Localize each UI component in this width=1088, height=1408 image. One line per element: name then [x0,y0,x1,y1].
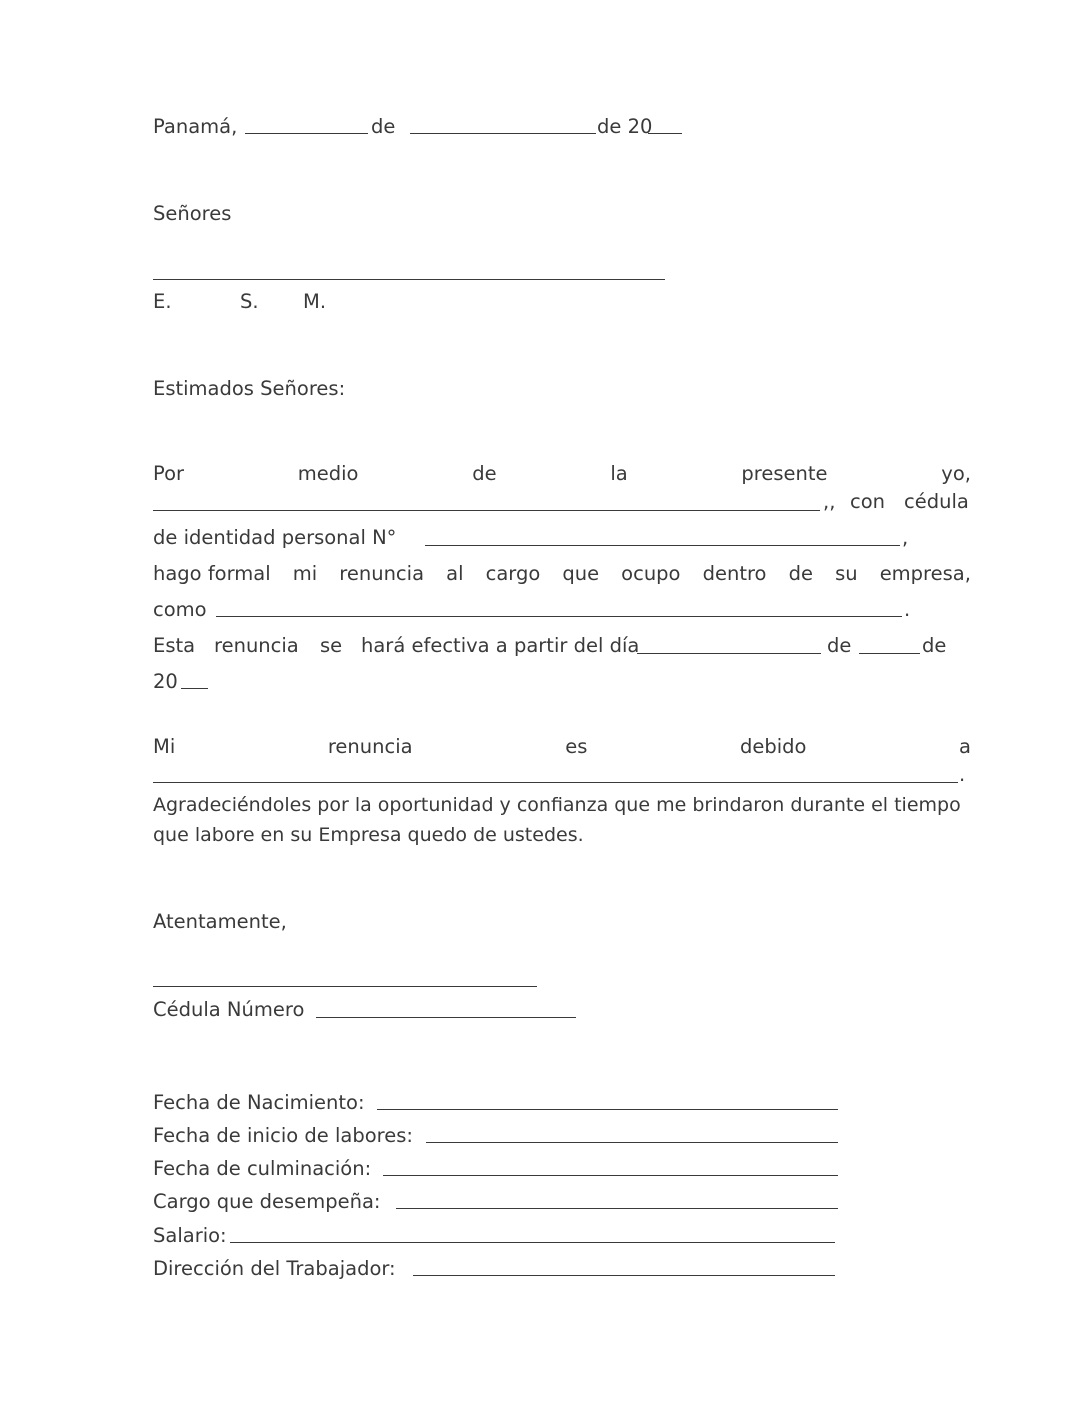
word: empresa, [879,562,971,585]
field-start-blank [426,1142,838,1143]
word: la [610,462,628,485]
word: hago formal [153,562,271,585]
field-end-label: Fecha de culminación: [153,1157,372,1180]
thanks-line-1: Agradeciéndoles por la oportunidad y confianza que me brindaron durante el tiempo [153,794,961,816]
salutation: Estimados Señores: [153,377,346,400]
word: de [472,462,497,485]
word: al [446,562,464,585]
word: Mi [153,735,176,758]
de-year-label: de 20 [597,115,653,138]
id-label: de identidad personal N° [153,526,397,549]
field-end-blank [383,1175,838,1176]
month-blank [410,133,596,134]
id-blank [425,545,900,546]
word: ocupo [621,562,681,585]
word: a [959,735,971,758]
reason-period: . [959,763,966,786]
word: renuncia [339,562,425,585]
word: presente [741,462,828,485]
thanks-line-2: que labore en su Empresa quedo de ustedes. [153,824,584,846]
word: dentro [702,562,767,585]
word: que [562,562,600,585]
cedula-numero-blank [316,1017,576,1018]
senores-label: Señores [153,202,232,225]
field-birthdate-blank [377,1109,838,1110]
effective-month-blank [859,653,920,654]
effective-year-blank [181,688,208,689]
field-start-label: Fecha de inicio de labores: [153,1124,413,1147]
efectiva-label: hará efectiva a partir del día [361,634,640,657]
id-comma: , [902,526,909,549]
field-address-blank [413,1275,835,1276]
field-position-label: Cargo que desempeña: [153,1190,381,1213]
se-label: se [320,634,343,657]
word: yo, [941,462,971,485]
word: renuncia [327,735,413,758]
esta-label: Esta [153,634,196,657]
body-line-1 [153,464,971,484]
atentamente-label: Atentamente, [153,910,287,933]
effective-year-prefix: 20 [153,670,178,693]
field-position-blank [396,1208,838,1209]
effective-day-blank [637,653,821,654]
renuncia-label: renuncia [214,634,299,657]
position-blank [216,616,902,617]
con-label: con [850,490,886,513]
word: es [565,735,588,758]
word: cargo [485,562,541,585]
company-blank [153,279,665,280]
body-line-4 [153,564,971,584]
field-salary-label: Salario: [153,1224,227,1247]
name-blank [153,510,820,511]
como-label: como [153,598,207,621]
signature-line [153,986,537,987]
cedula-numero-label: Cédula Número [153,998,305,1021]
reason-blank [153,782,958,783]
name-sep: ,, [823,490,836,513]
field-address-label: Dirección del Trabajador: [153,1257,396,1280]
field-salary-blank [230,1242,835,1243]
word: medio [297,462,359,485]
effective-de-1: de [827,634,852,657]
esm-e: E. [153,290,172,313]
cedula-label: cédula [904,490,969,513]
de-label-1: de [371,115,396,138]
position-period: . [904,598,911,621]
day-blank [245,133,368,134]
esm-m: M. [303,290,327,313]
effective-de-2: de [922,634,947,657]
reason-line [153,737,971,757]
word: debido [739,735,807,758]
word: mi [292,562,318,585]
word: su [835,562,858,585]
city-label: Panamá, [153,115,238,138]
word: Por [153,462,185,485]
field-birthdate-label: Fecha de Nacimiento: [153,1091,365,1114]
word: de [788,562,813,585]
year-blank [648,133,682,134]
esm-s: S. [240,290,259,313]
